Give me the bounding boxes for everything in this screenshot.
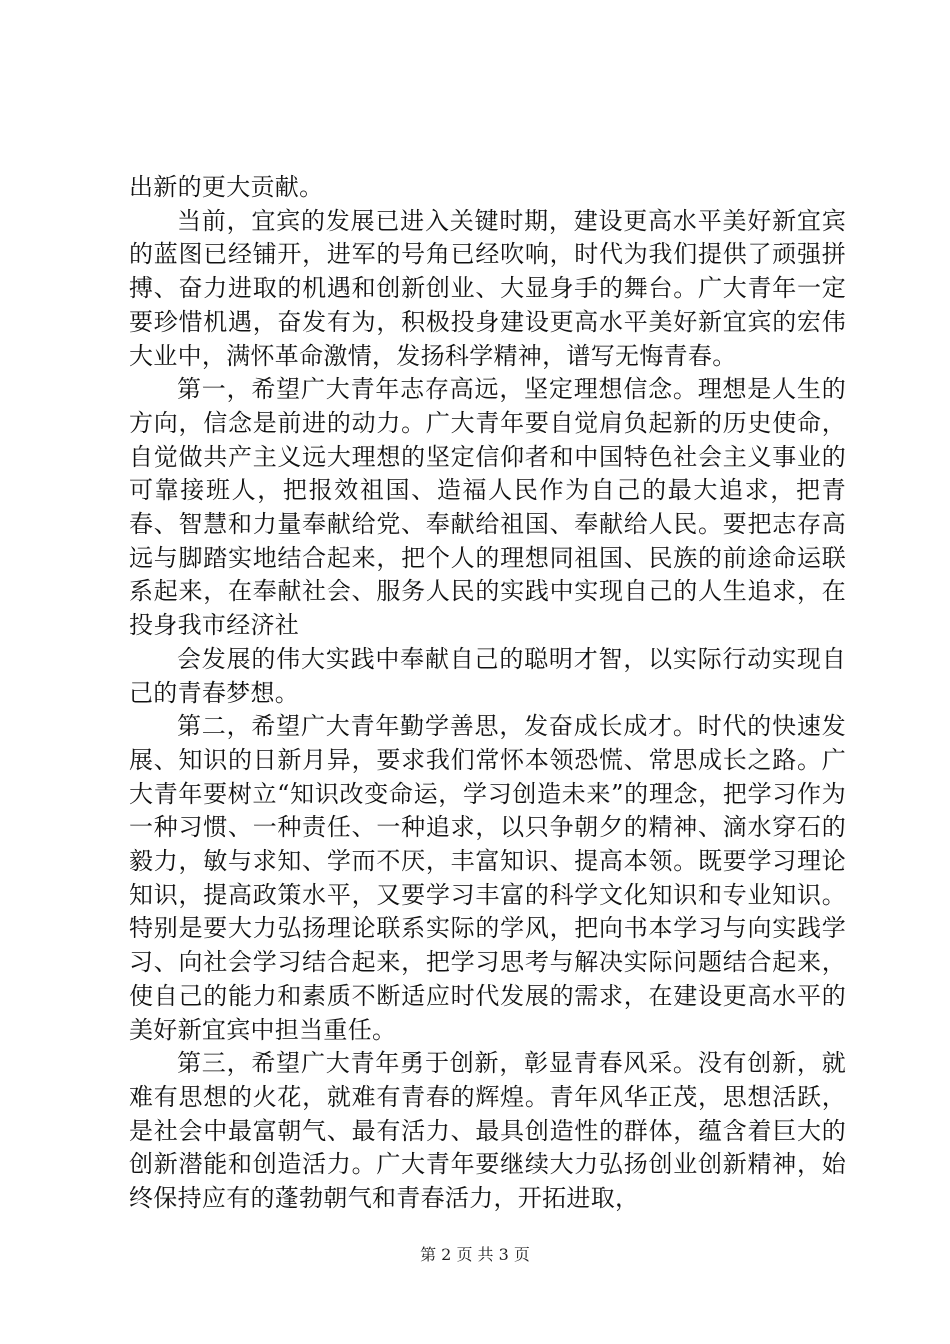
paragraph-3: 第一，希望广大青年志存高远，坚定理想信念。理想是人生的方向，信念是前进的动力。广大青年要自觉肩负起新的历史使命，自觉做共产主义远大理想的坚定信仰者和中国特色社会主义事业的可靠接班人，把报效祖国、造福人民作为自己的最大追求，把青春、智慧和力量奉献给党、奉献给祖国、奉献给人民。要把志存高远与脚踏实地结合起来，把个人的理想同祖国、民族的前途命运联系起来，在奉献社会、服务人民的实践中实现自己的人生追求，在投身我市经济社	[129, 375, 846, 640]
paragraph-2: 当前，宜宾的发展已进入关键时期，建设更高水平美好新宜宾的蓝图已经铺开，进军的号角已经吹响，时代为我们提供了顽强拼搏、奋力进取的机遇和创新创业、大显身手的舞台。广大青年一定要珍惜机遇，奋发有为，积极投身建设更高水平美好新宜宾的宏伟大业中，满怀革命激情，发扬科学精神，谱写无悔青春。	[129, 206, 846, 370]
document-body	[129, 171, 846, 1216]
paragraph-6: 第三，希望广大青年勇于创新，彰显青春风采。没有创新，就难有思想的火花，就难有青春的辉煌。青年风华正茂，思想活跃，是社会中最富朝气、最有活力、最具创造性的群体，蕴含着巨大的创新潜能和创造活力。广大青年要继续大力弘扬创业创新精神，始终保持应有的蓬勃朝气和青春活力，开拓进取，	[129, 1049, 846, 1213]
paragraph-1: 出新的更大贡献。	[129, 173, 324, 201]
page-footer	[0, 1245, 950, 1265]
page-number-label: 第 2 页 共 3 页	[420, 1245, 530, 1264]
paragraph-5: 第二，希望广大青年勤学善思，发奋成长成才。时代的快速发展、知识的日新月异，要求我们常怀本领恐慌、常思成长之路。广大青年要树立“知识改变命运，学习创造未来”的理念，把学习作为一种习惯、一种责任、一种追求，以只争朝夕的精神、滴水穿石的毅力，敏与求知、学而不厌，丰富知识、提高本领。既要学习理论知识，提高政策水平，又要学习丰富的科学文化知识和专业知识。特别是要大力弘扬理论联系实际的学风，把向书本学习与向实践学习、向社会学习结合起来，把学习思考与解决实际问题结合起来，使自己的能力和素质不断适应时代发展的需求，在建设更高水平的美好新宜宾中担当重任。	[129, 712, 846, 1044]
paragraph-4: 会发展的伟大实践中奉献自己的聪明才智，以实际行动实现自己的青春梦想。	[129, 644, 846, 707]
